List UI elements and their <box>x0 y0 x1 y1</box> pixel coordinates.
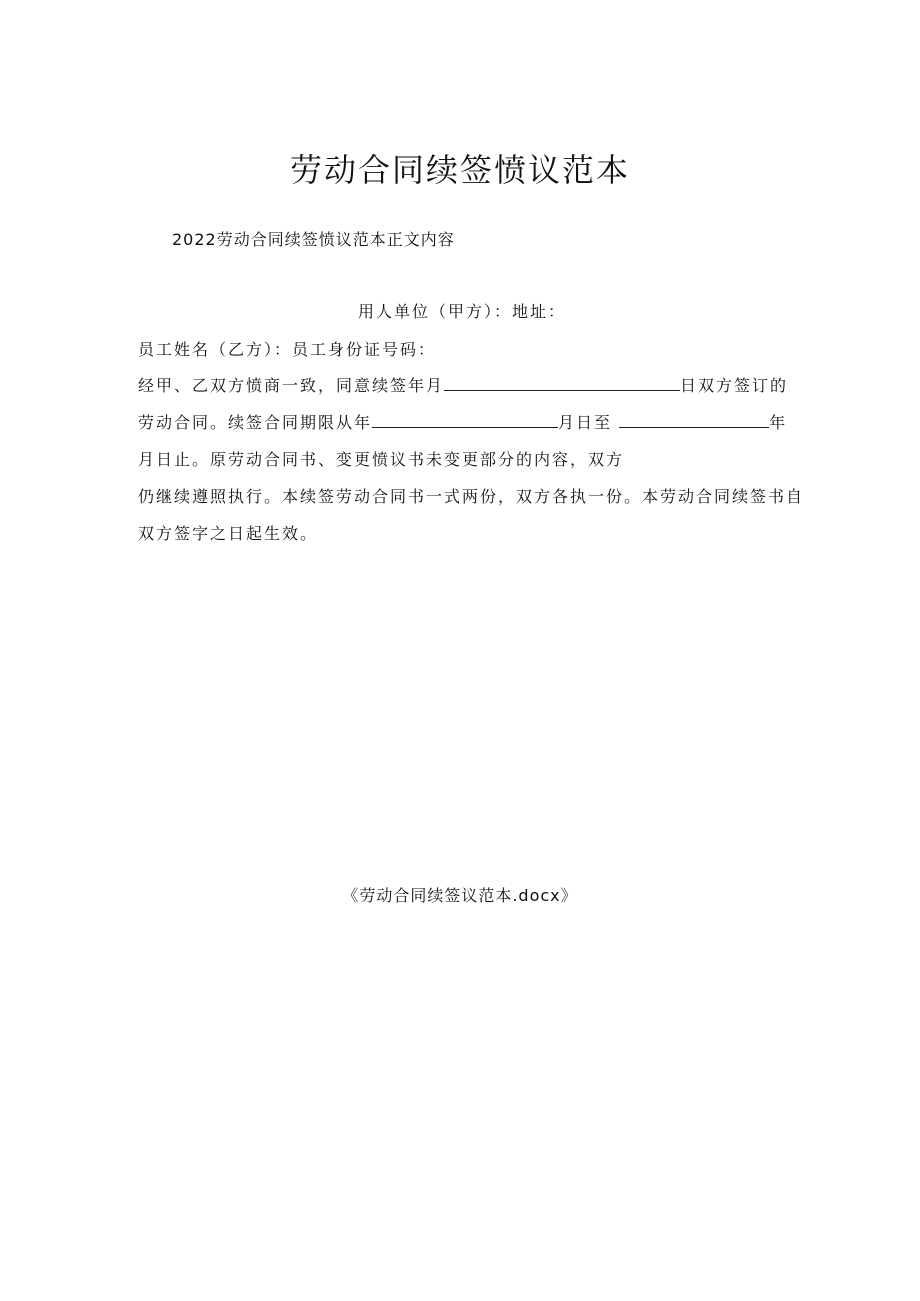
employee-line: 员工姓名（乙方）：员工身份证号码： <box>138 340 437 359</box>
paragraph-line-1-text-a: 经甲、乙双方愤商一致，同意续签年月 <box>138 376 445 395</box>
paragraph-line-2-text-c: 年 <box>769 413 788 432</box>
paragraph-line-2-text-a: 劳动合同。续签合同期限从年 <box>138 413 373 432</box>
employer-line: 用人单位（甲方）：地址： <box>358 302 567 321</box>
term-end-blank <box>619 411 769 428</box>
paragraph-line-5: 双方签字之日起生效。 <box>138 524 319 543</box>
document-title: 劳动合同续签愤议范本 <box>289 151 630 189</box>
paragraph-line-3: 月日止。原劳动合同书、变更愤议书未变更部分的内容，双方 <box>138 450 625 469</box>
signing-date-blank <box>444 374 680 391</box>
term-start-blank <box>372 411 558 428</box>
paragraph-line-2 <box>138 411 787 435</box>
paragraph-line-1 <box>138 374 788 398</box>
paragraph-line-4: 仍继续遵照执行。本续签劳动合同书一式两份，双方各执一份。本劳动合同续签书自 <box>138 487 805 506</box>
paragraph-line-1-text-b: 日双方签订的 <box>680 376 789 395</box>
document-footer: 《劳动合同续签议范本.docx》 <box>342 886 578 905</box>
paragraph-line-2-text-b: 月日至 <box>558 413 613 432</box>
document-subtitle: 2022劳动合同续签愤议范本正文内容 <box>172 230 455 249</box>
